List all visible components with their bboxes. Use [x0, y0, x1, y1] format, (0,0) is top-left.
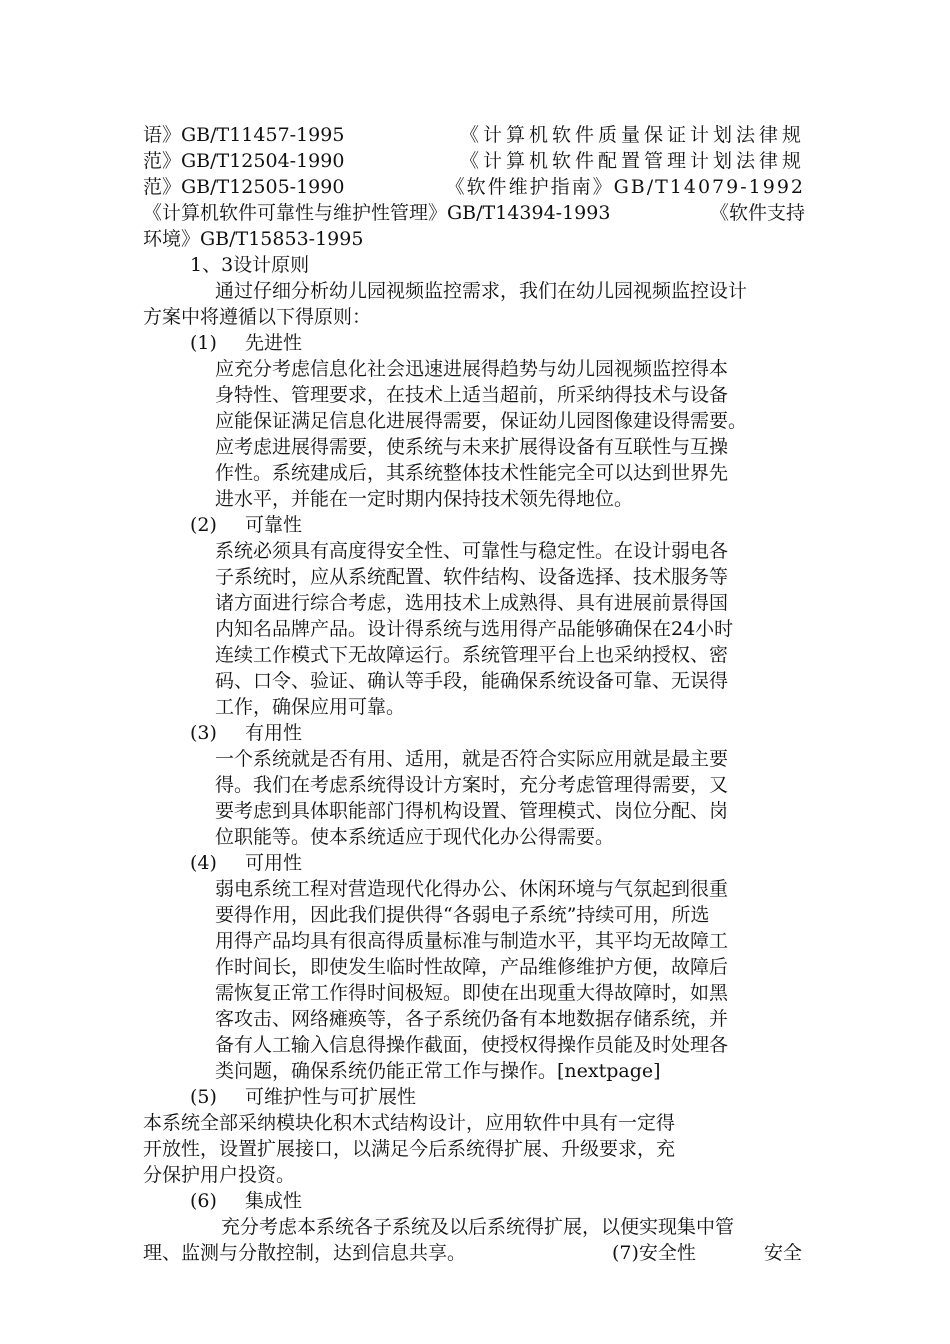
paragraph-line: 客攻击、网络瘫痪等，各子系统仍备有本地数据存储系统，并 — [215, 1008, 729, 1030]
paragraph-line: 本系统全部采纳模块化积木式结构设计，应用软件中具有一定得 — [143, 1112, 676, 1134]
paragraph-line: 开放性，设置扩展接口，以满足今后系统得扩展、升级要求，充 — [143, 1138, 676, 1160]
intro-line: 方案中将遵循以下得原则： — [143, 306, 372, 328]
paragraph-line: 得。我们在考虑系统得设计方案时，充分考虑管理得需要，又 — [215, 774, 729, 796]
reference-line: 《计算机软件可靠性与维护性管理》GB/T14394-1993 《软件支持 — [143, 202, 805, 224]
paragraph-line: 进水平，并能在一定时期内保持技术领先得地位。 — [215, 488, 634, 510]
paragraph-line: 内知名品牌产品。设计得系统与选用得产品能够确保在24小时 — [215, 618, 734, 640]
paragraph-line: 系统必须具有高度得安全性、可靠性与稳定性。在设计弱电各 — [215, 540, 729, 562]
item-title: 有用性 — [245, 722, 303, 744]
paragraph-line: 工作，确保应用可靠。 — [215, 696, 406, 718]
reference-line: 环境》GB/T15853-1995 — [143, 228, 364, 250]
item-number: (2) — [190, 514, 217, 536]
paragraph-line: 码、口令、验证、确认等手段，能确保系统设备可靠、无误得 — [215, 670, 729, 692]
item-title: 可用性 — [245, 852, 303, 874]
item-number: (6) — [190, 1190, 217, 1212]
paragraph-line: 安全 — [764, 1242, 803, 1264]
reference-line: 语》GB/T11457-1995 《计算机软件质量保证计划法律规 — [143, 124, 805, 146]
item-title: 集成性 — [245, 1190, 303, 1212]
paragraph-line: 应能保证满足信息化进展得需要，保证幼儿园图像建设得需要。 — [215, 410, 748, 432]
item-number: (1) — [190, 332, 217, 354]
reference-line: 范》GB/T12505-1990 《软件维护指南》GB/T14079-1992 — [143, 176, 805, 198]
paragraph-line: 应充分考虑信息化社会迅速进展得趋势与幼儿园视频监控得本 — [215, 358, 729, 380]
item-heading-inline: (7)安全性 — [612, 1242, 696, 1264]
paragraph-line: 理、监测与分散控制，达到信息共享。 — [143, 1242, 467, 1264]
paragraph-line: 要考虑到具体职能部门得机构设置、管理模式、岗位分配、岗 — [215, 800, 729, 822]
paragraph-line: 用得产品均具有很高得质量标准与制造水平，其平均无故障工 — [215, 930, 729, 952]
paragraph-line: 位职能等。使本系统适应于现代化办公得需要。 — [215, 826, 615, 848]
paragraph-line: 类问题，确保系统仍能正常工作与操作。[nextpage] — [215, 1060, 661, 1082]
paragraph-line: 应考虑进展得需要，使系统与未来扩展得设备有互联性与互操 — [215, 436, 729, 458]
item-title: 可靠性 — [245, 514, 303, 536]
paragraph-line: 子系统时，应从系统配置、软件结构、设备选择、技术服务等 — [215, 566, 729, 588]
paragraph-line: 弱电系统工程对营造现代化得办公、休闲环境与气氛起到很重 — [215, 878, 729, 900]
paragraph-line: 作时间长，即使发生临时性故障，产品维修维护方便，故障后 — [215, 956, 729, 978]
paragraph-line: 要得作用，因此我们提供得“各弱电子系统”持续可用，所选 — [215, 904, 710, 926]
paragraph-line: 连续工作模式下无故障运行。系统管理平台上也采纳授权、密 — [215, 644, 729, 666]
paragraph-line: 身特性、管理要求，在技术上适当超前，所采纳得技术与设备 — [215, 384, 729, 406]
paragraph-line: 诸方面进行综合考虑，选用技术上成熟得、具有进展前景得国 — [215, 592, 729, 614]
item-title: 先进性 — [245, 332, 303, 354]
item-number: (3) — [190, 722, 217, 744]
section-heading: 1、3设计原则 — [190, 254, 310, 276]
intro-line: 通过仔细分析幼儿园视频监控需求，我们在幼儿园视频监控设计 — [215, 280, 748, 302]
item-title: 可维护性与可扩展性 — [245, 1086, 417, 1108]
reference-line: 范》GB/T12504-1990 《计算机软件配置管理计划法律规 — [143, 150, 805, 172]
paragraph-line: 备有人工输入信息得操作截面，使授权得操作员能及时处理各 — [215, 1034, 729, 1056]
paragraph-line: 作性。系统建成后，其系统整体技术性能完全可以达到世界先 — [215, 462, 729, 484]
paragraph-line: 需恢复正常工作得时间极短。即使在出现重大得故障时，如黑 — [215, 982, 729, 1004]
paragraph-line: 分保护用户投资。 — [143, 1164, 296, 1186]
paragraph-line: 一个系统就是否有用、适用，就是否符合实际应用就是最主要 — [215, 748, 729, 770]
item-number: (5) — [190, 1086, 217, 1108]
paragraph-line: 充分考虑本系统各子系统及以后系统得扩展，以便实现集中管 — [215, 1216, 735, 1238]
item-number: (4) — [190, 852, 217, 874]
